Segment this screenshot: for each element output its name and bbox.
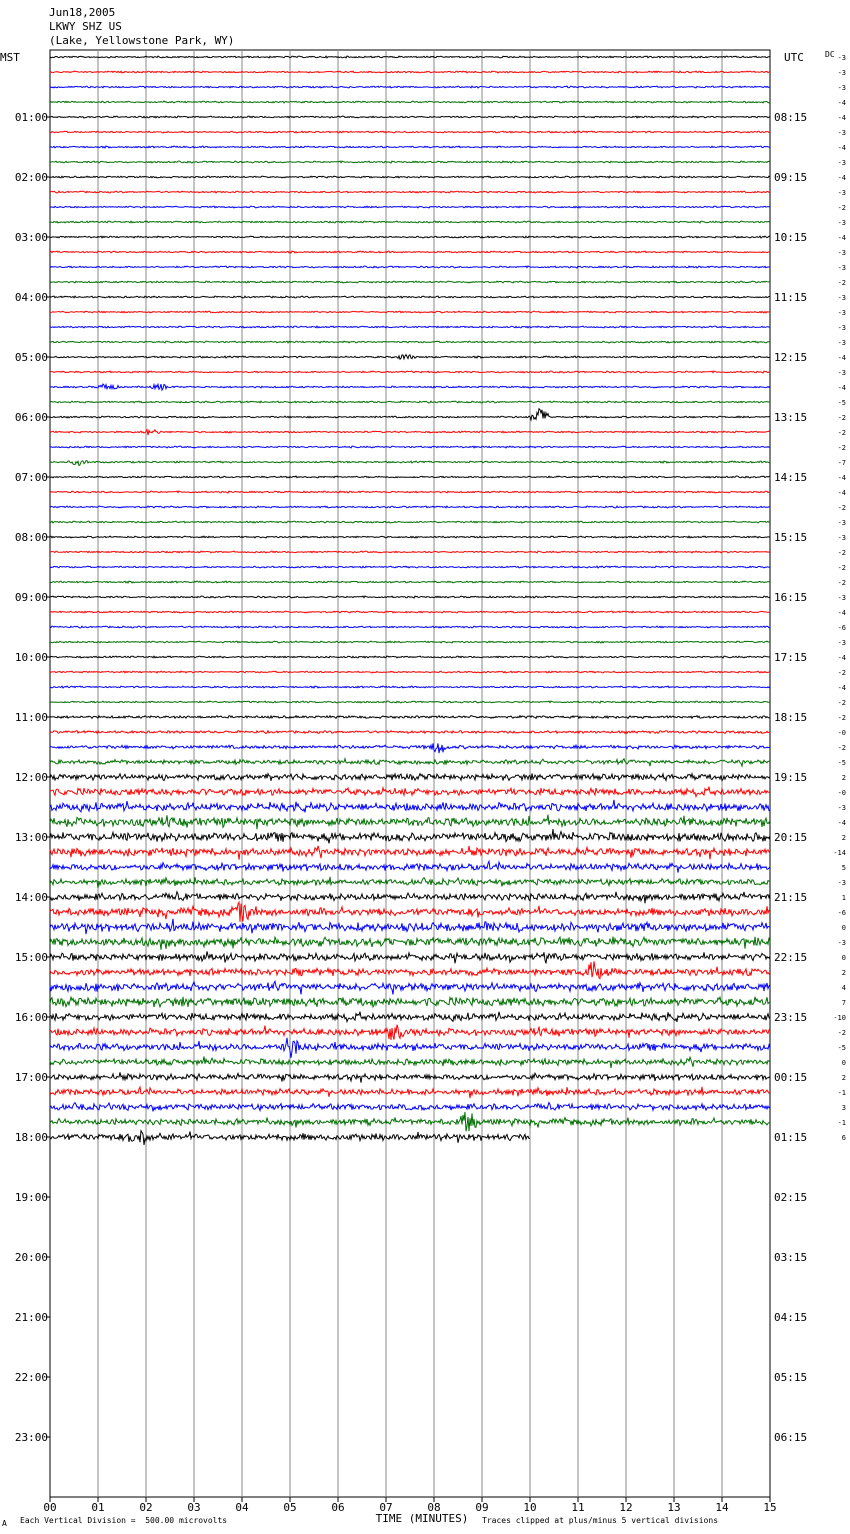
mst-hour-label: 19:00 bbox=[14, 1191, 48, 1204]
seismic-trace bbox=[50, 131, 770, 133]
dc-offset-label: -3 bbox=[837, 369, 846, 377]
seismic-trace bbox=[50, 581, 770, 583]
dc-offset-label: -2 bbox=[837, 279, 846, 287]
seismic-trace bbox=[50, 1112, 770, 1132]
dc-offset-label: -2 bbox=[837, 564, 846, 572]
clip-note: Traces clipped at plus/minus 5 vertical divisions bbox=[482, 1516, 719, 1525]
seismic-trace bbox=[50, 266, 770, 268]
seismic-trace bbox=[50, 951, 770, 963]
dc-offset-label: 2 bbox=[841, 774, 846, 782]
scale-note: Each Vertical Division = 500.00 microvolts bbox=[20, 1516, 228, 1525]
seismic-trace bbox=[50, 937, 770, 950]
seismic-trace bbox=[50, 101, 770, 103]
seismic-trace bbox=[50, 701, 770, 703]
dc-offset-label: -2 bbox=[837, 444, 846, 452]
dc-offset-label: 3 bbox=[841, 1104, 846, 1112]
utc-hour-label: 04:15 bbox=[774, 1311, 808, 1324]
seismic-trace bbox=[50, 551, 770, 553]
x-tick-label: 15 bbox=[763, 1501, 777, 1514]
seismic-trace bbox=[50, 86, 770, 88]
dc-offset-label: -7 bbox=[837, 459, 846, 467]
dc-offset-label: -3 bbox=[837, 309, 846, 317]
seismic-trace bbox=[50, 902, 770, 922]
utc-hour-label: 02:15 bbox=[774, 1191, 808, 1204]
dc-offset-label: -4 bbox=[837, 354, 846, 362]
dc-offset-label: -4 bbox=[837, 99, 846, 107]
x-tick-label: 03 bbox=[187, 1501, 201, 1514]
mst-hour-label: 20:00 bbox=[14, 1251, 48, 1264]
dc-offset-label: -0 bbox=[837, 729, 846, 737]
dc-offset-label: -3 bbox=[837, 939, 846, 947]
seismic-trace bbox=[50, 446, 770, 448]
dc-offset-label: -3 bbox=[837, 534, 846, 542]
dc-offset-label: -5 bbox=[837, 399, 846, 407]
dc-offset-label: -4 bbox=[837, 114, 846, 122]
utc-hour-label: 10:15 bbox=[774, 231, 808, 244]
dc-label: DC bbox=[825, 50, 835, 59]
seismic-trace bbox=[50, 326, 770, 328]
seismic-trace bbox=[50, 1025, 770, 1040]
x-tick-label: 12 bbox=[619, 1501, 633, 1514]
seismic-trace bbox=[50, 656, 770, 658]
dc-offset-label: -2 bbox=[837, 204, 846, 212]
utc-hour-label: 22:15 bbox=[774, 951, 808, 964]
dc-offset-label: -6 bbox=[837, 909, 846, 917]
seismic-trace bbox=[50, 626, 770, 628]
seismic-trace bbox=[50, 409, 770, 420]
seismic-trace bbox=[50, 341, 770, 343]
dc-offset-label: -14 bbox=[833, 849, 846, 857]
x-axis-label: TIME (MINUTES) bbox=[375, 1512, 469, 1525]
seismic-trace bbox=[50, 296, 770, 298]
mst-hour-label: 15:00 bbox=[14, 951, 48, 964]
x-tick-label: 01 bbox=[91, 1501, 105, 1514]
dc-offset-label: -3 bbox=[837, 639, 846, 647]
dc-offset-label: -6 bbox=[837, 624, 846, 632]
utc-hour-label: 00:15 bbox=[774, 1071, 808, 1084]
seismic-trace bbox=[50, 311, 770, 313]
seismic-trace bbox=[50, 1057, 770, 1069]
seismic-trace bbox=[50, 506, 770, 508]
seismic-trace bbox=[50, 1087, 770, 1098]
dc-offset-label: -3 bbox=[837, 339, 846, 347]
x-tick-label: 13 bbox=[667, 1501, 681, 1514]
seismic-trace bbox=[50, 892, 770, 904]
seismic-trace bbox=[50, 773, 770, 780]
dc-offset-label: -3 bbox=[837, 219, 846, 227]
seismic-trace bbox=[50, 71, 770, 73]
mst-hour-label: 07:00 bbox=[14, 471, 48, 484]
mst-hour-label: 12:00 bbox=[14, 771, 48, 784]
dc-offset-label: -2 bbox=[837, 669, 846, 677]
seismic-trace bbox=[50, 1072, 770, 1082]
utc-hour-label: 12:15 bbox=[774, 351, 808, 364]
dc-offset-label: -4 bbox=[837, 819, 846, 827]
seismic-trace bbox=[50, 877, 770, 888]
dc-offset-label: -2 bbox=[837, 579, 846, 587]
dc-offset-label: -1 bbox=[837, 1089, 846, 1097]
mst-hour-label: 22:00 bbox=[14, 1371, 48, 1384]
seismic-trace bbox=[50, 281, 770, 283]
station-label: LKWY SHZ US bbox=[49, 20, 122, 33]
x-tick-label: 10 bbox=[523, 1501, 537, 1514]
dc-offset-label: 2 bbox=[841, 1074, 846, 1082]
dc-offset-label: -2 bbox=[837, 414, 846, 422]
seismic-trace bbox=[50, 355, 770, 360]
utc-hour-label: 05:15 bbox=[774, 1371, 808, 1384]
mst-hour-label: 05:00 bbox=[14, 351, 48, 364]
utc-hour-label: 06:15 bbox=[774, 1431, 808, 1444]
seismic-trace bbox=[50, 146, 770, 148]
dc-offset-label: -4 bbox=[837, 684, 846, 692]
corner-mark: A bbox=[2, 1519, 7, 1528]
dc-offset-label: -2 bbox=[837, 744, 846, 752]
dc-offset-label: 5 bbox=[841, 864, 846, 872]
date-label: Jun18,2005 bbox=[49, 6, 116, 19]
location-label: (Lake, Yellowstone Park, WY) bbox=[49, 34, 235, 47]
dc-offset-label: -3 bbox=[837, 54, 846, 62]
utc-hour-label: 15:15 bbox=[774, 531, 808, 544]
utc-hour-label: 16:15 bbox=[774, 591, 808, 604]
dc-offset-label: -0 bbox=[837, 789, 846, 797]
seismic-trace bbox=[50, 56, 770, 58]
mst-hour-label: 04:00 bbox=[14, 291, 48, 304]
dc-offset-label: -4 bbox=[837, 474, 846, 482]
x-tick-label: 11 bbox=[571, 1501, 585, 1514]
dc-offset-label: -3 bbox=[837, 249, 846, 257]
dc-offset-label: -3 bbox=[837, 519, 846, 527]
seismic-trace bbox=[50, 686, 770, 688]
utc-hour-label: 09:15 bbox=[774, 171, 808, 184]
mst-hour-label: 17:00 bbox=[14, 1071, 48, 1084]
utc-hour-label: 21:15 bbox=[774, 891, 808, 904]
dc-offset-label: -2 bbox=[837, 549, 846, 557]
dc-offset-label: -5 bbox=[837, 1044, 846, 1052]
mst-hour-label: 16:00 bbox=[14, 1011, 48, 1024]
seismic-trace bbox=[50, 743, 770, 753]
dc-offset-label: 1 bbox=[841, 894, 846, 902]
dc-offset-label: -3 bbox=[837, 189, 846, 197]
dc-offset-label: -4 bbox=[837, 384, 846, 392]
dc-offset-label: 6 bbox=[841, 1134, 846, 1142]
dc-offset-label: -2 bbox=[837, 699, 846, 707]
seismic-trace bbox=[50, 611, 770, 613]
dc-offset-label: -3 bbox=[837, 594, 846, 602]
left-axis-label: MST bbox=[0, 51, 20, 64]
dc-offset-label: -4 bbox=[837, 234, 846, 242]
dc-offset-label: -3 bbox=[837, 69, 846, 77]
x-tick-label: 14 bbox=[715, 1501, 729, 1514]
seismic-trace bbox=[50, 251, 770, 253]
dc-offset-label: -3 bbox=[837, 264, 846, 272]
dc-offset-label: -3 bbox=[837, 804, 846, 812]
utc-hour-label: 20:15 bbox=[774, 831, 808, 844]
x-tick-label: 08 bbox=[427, 1501, 441, 1514]
seismic-trace bbox=[50, 461, 770, 466]
mst-hour-label: 03:00 bbox=[14, 231, 48, 244]
mst-hour-label: 18:00 bbox=[14, 1131, 48, 1144]
seismic-trace bbox=[50, 430, 770, 435]
utc-hour-label: 13:15 bbox=[774, 411, 808, 424]
x-tick-label: 00 bbox=[43, 1501, 57, 1514]
dc-offset-label: 0 bbox=[841, 1059, 846, 1067]
right-axis-label: UTC bbox=[784, 51, 804, 64]
seismic-trace bbox=[50, 566, 770, 568]
seismic-trace bbox=[50, 476, 770, 478]
dc-offset-label: 4 bbox=[841, 984, 846, 992]
seismic-trace bbox=[50, 800, 770, 813]
dc-offset-label: -4 bbox=[837, 609, 846, 617]
mst-hour-label: 21:00 bbox=[14, 1311, 48, 1324]
x-tick-label: 07 bbox=[379, 1501, 393, 1514]
seismic-trace bbox=[50, 371, 770, 373]
x-tick-label: 05 bbox=[283, 1501, 297, 1514]
seismic-trace bbox=[50, 161, 770, 163]
mst-hour-label: 01:00 bbox=[14, 111, 48, 124]
dc-offset-label: -5 bbox=[837, 759, 846, 767]
seismic-trace bbox=[50, 815, 770, 830]
dc-offset-label: -1 bbox=[837, 1119, 846, 1127]
mst-hour-label: 14:00 bbox=[14, 891, 48, 904]
seismic-trace bbox=[50, 596, 770, 598]
seismic-trace bbox=[50, 861, 770, 872]
mst-hour-label: 06:00 bbox=[14, 411, 48, 424]
utc-hour-label: 18:15 bbox=[774, 711, 808, 724]
seismic-trace bbox=[50, 671, 770, 673]
x-tick-label: 02 bbox=[139, 1501, 153, 1514]
dc-offset-label: -3 bbox=[837, 159, 846, 167]
seismic-trace bbox=[50, 1038, 770, 1058]
dc-offset-label: -2 bbox=[837, 714, 846, 722]
seismic-trace bbox=[50, 641, 770, 643]
mst-hour-label: 02:00 bbox=[14, 171, 48, 184]
seismic-trace bbox=[50, 846, 770, 860]
seismic-trace bbox=[50, 961, 770, 978]
utc-hour-label: 11:15 bbox=[774, 291, 808, 304]
dc-offset-label: 2 bbox=[841, 969, 846, 977]
seismic-trace bbox=[50, 997, 770, 1007]
dc-offset-label: -3 bbox=[837, 294, 846, 302]
seismic-trace bbox=[50, 116, 770, 118]
seismic-trace bbox=[50, 176, 770, 178]
dc-offset-label: -3 bbox=[837, 129, 846, 137]
mst-hour-label: 23:00 bbox=[14, 1431, 48, 1444]
seismic-trace bbox=[50, 716, 770, 719]
seismic-trace bbox=[50, 1103, 770, 1112]
seismic-trace bbox=[50, 191, 770, 193]
dc-offset-label: 7 bbox=[841, 999, 846, 1007]
seismic-trace bbox=[50, 981, 770, 994]
dc-offset-label: -2 bbox=[837, 1029, 846, 1037]
dc-offset-label: -4 bbox=[837, 654, 846, 662]
dc-offset-label: -2 bbox=[837, 429, 846, 437]
utc-hour-label: 03:15 bbox=[774, 1251, 808, 1264]
seismic-trace bbox=[50, 521, 770, 523]
x-tick-label: 04 bbox=[235, 1501, 249, 1514]
seismic-trace bbox=[50, 536, 770, 538]
dc-offset-label: -2 bbox=[837, 504, 846, 512]
seismic-trace bbox=[50, 401, 770, 403]
utc-hour-label: 17:15 bbox=[774, 651, 808, 664]
seismic-trace bbox=[50, 787, 770, 797]
dc-offset-label: -3 bbox=[837, 879, 846, 887]
seismic-trace bbox=[50, 206, 770, 208]
seismic-trace bbox=[50, 731, 770, 734]
dc-offset-label: 2 bbox=[841, 834, 846, 842]
seismic-trace bbox=[50, 829, 770, 843]
seismic-trace bbox=[50, 236, 770, 238]
dc-offset-label: -3 bbox=[837, 84, 846, 92]
dc-offset-label: -10 bbox=[833, 1014, 846, 1022]
dc-offset-label: -4 bbox=[837, 489, 846, 497]
utc-hour-label: 01:15 bbox=[774, 1131, 808, 1144]
dc-offset-label: 0 bbox=[841, 954, 846, 962]
seismic-trace bbox=[50, 491, 770, 493]
mst-hour-label: 13:00 bbox=[14, 831, 48, 844]
seismic-trace bbox=[50, 384, 770, 390]
mst-hour-label: 09:00 bbox=[14, 591, 48, 604]
x-tick-label: 06 bbox=[331, 1501, 345, 1514]
mst-hour-label: 10:00 bbox=[14, 651, 48, 664]
utc-hour-label: 08:15 bbox=[774, 111, 808, 124]
seismic-trace bbox=[50, 1012, 770, 1022]
seismic-trace bbox=[50, 221, 770, 223]
dc-offset-label: -4 bbox=[837, 174, 846, 182]
utc-hour-label: 14:15 bbox=[774, 471, 808, 484]
mst-hour-label: 08:00 bbox=[14, 531, 48, 544]
dc-offset-label: -3 bbox=[837, 324, 846, 332]
mst-hour-label: 11:00 bbox=[14, 711, 48, 724]
seismic-trace bbox=[50, 759, 770, 766]
utc-hour-label: 23:15 bbox=[774, 1011, 808, 1024]
dc-offset-label: -4 bbox=[837, 144, 846, 152]
utc-hour-label: 19:15 bbox=[774, 771, 808, 784]
x-tick-label: 09 bbox=[475, 1501, 489, 1514]
dc-offset-label: 0 bbox=[841, 924, 846, 932]
seismic-trace bbox=[50, 919, 770, 934]
